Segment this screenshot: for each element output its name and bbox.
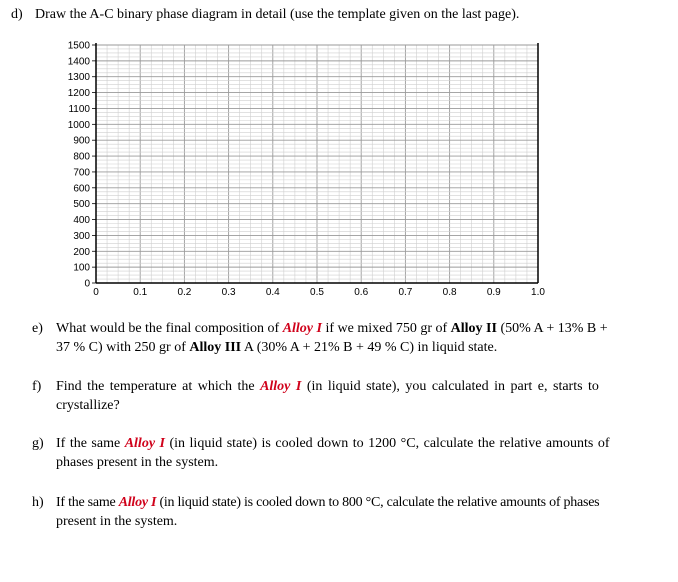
- question-f-line1: Find the temperature at which the Alloy I (in liquid state), you calculated in part e, starts to: [56, 379, 599, 394]
- y-tick-label: 1300: [67, 72, 90, 84]
- question-d-label: d): [11, 7, 23, 22]
- y-tick-label: 0: [84, 278, 90, 290]
- question-f-label: f): [32, 379, 42, 394]
- x-tick-label: 0.8: [442, 287, 457, 298]
- x-tick-label: 0.5: [310, 287, 324, 298]
- x-tick-label: 0.4: [265, 287, 280, 298]
- y-tick-label: 1500: [67, 40, 90, 52]
- x-tick-label: 0.9: [486, 287, 501, 298]
- question-g-line2: phases present in the system.: [56, 455, 219, 470]
- question-h-line1: If the same Alloy I (in liquid state) is cooled down to 800 °C, calculate the relative amounts of phases: [56, 495, 600, 510]
- question-g-label: g): [32, 436, 44, 451]
- y-tick-label: 200: [73, 246, 90, 258]
- alloy-i-ref: Alloy I: [260, 379, 302, 394]
- y-tick-label: 900: [73, 135, 90, 147]
- x-tick-label: 0.2: [177, 287, 192, 298]
- y-tick-labels: [68, 41, 91, 290]
- x-tick-label: 0.3: [221, 287, 236, 298]
- y-tick-label: 300: [73, 230, 90, 242]
- x-tick-label: 0: [93, 287, 99, 298]
- y-tick-label: 1000: [67, 119, 90, 131]
- question-e-label: e): [32, 321, 43, 336]
- x-tick-label: 1.0: [531, 287, 545, 298]
- question-h-line2: present in the system.: [56, 514, 178, 529]
- question-g-line1: If the same Alloy I (in liquid state) is cooled down to 1200 °C, calculate the relative amounts of: [56, 436, 610, 451]
- question-g: [32, 434, 672, 474]
- y-tick-label: 500: [73, 199, 90, 211]
- y-tick-label: 1100: [68, 103, 90, 115]
- question-e-line2: 37 % C) with 250 gr of Alloy III A (30% A + 21% B + 49 % C) in liquid state.: [56, 340, 498, 355]
- y-tick-label: 100: [73, 262, 90, 274]
- x-tick-label: 0.6: [354, 287, 369, 298]
- x-tick-labels: [93, 287, 545, 298]
- y-tick-label: 700: [73, 167, 90, 179]
- x-tick-label: 0.1: [133, 287, 148, 298]
- question-f: [32, 377, 672, 417]
- y-tick-label: 1200: [67, 88, 90, 100]
- alloy-i-ref: Alloy I: [124, 436, 165, 451]
- question-e: [32, 319, 672, 359]
- question-h-label: h): [32, 495, 44, 510]
- y-tick-label: 400: [73, 215, 90, 227]
- question-h: [32, 493, 672, 533]
- y-tick-label: 600: [73, 183, 90, 195]
- question-f-line2: crystallize?: [56, 398, 120, 413]
- question-d-text: Draw the A-C binary phase diagram in detail (use the template given on the last page).: [35, 7, 520, 22]
- alloy-i-ref: Alloy I: [282, 321, 322, 336]
- alloy-i-ref: Alloy I: [118, 495, 157, 510]
- grid-lines: [96, 45, 538, 283]
- y-tick-label: 1400: [67, 56, 90, 68]
- y-tick-label: 800: [73, 151, 90, 163]
- x-tick-label: 0.7: [398, 287, 413, 298]
- question-e-line1: What would be the final composition of Alloy I if we mixed 750 gr of Alloy II (50% A + 13% B +: [56, 321, 608, 336]
